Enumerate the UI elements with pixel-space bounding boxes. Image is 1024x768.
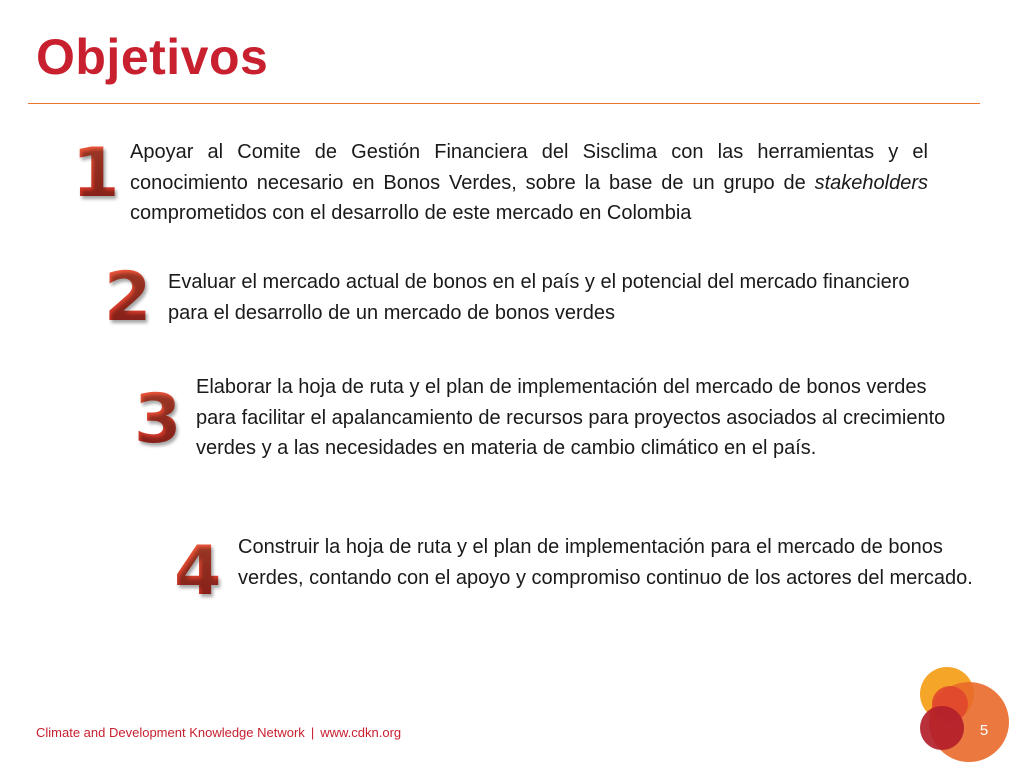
objective-text-3: Elaborar la hoja de ruta y el plan de implementación del mercado de bonos verdes para facilitar el apalancamiento de recursos para proyectos asociados al crecimiento verdes y a las necesidades en materia de cambio climático en el país. — [196, 376, 946, 459]
title-divider — [28, 103, 980, 104]
footer-org: Climate and Development Knowledge Network — [36, 725, 305, 740]
objective-text-4: Construir la hoja de ruta y el plan de implementación para el mercado de bonos verdes, contando con el apoyo y compromiso continuo de los actores del mercado. — [238, 536, 973, 589]
objective-text-2: Evaluar el mercado actual de bonos en el país y el potencial del mercado financiero para el desarrollo de un mercado de bonos verdes — [168, 271, 910, 324]
objective-text-1 — [130, 137, 928, 229]
objective-number-2: 2 — [104, 258, 152, 337]
objective-number-1: 1 — [72, 134, 120, 213]
cdkn-logo-icon — [910, 664, 1012, 764]
objective-1-italic-term: stakeholders — [814, 171, 928, 194]
objective-1-text-start: Apoyar al Comite de Gestión Financiera del Sisclima con las herramientas y el conocimiento necesario en Bonos Verdes, sobre la base de un grupo de — [130, 141, 928, 194]
footer-url[interactable]: www.cdkn.org — [320, 725, 402, 740]
slide-title: Objetivos — [36, 29, 269, 85]
footer — [36, 725, 401, 740]
objective-1-text-end: comprometidos con el desarrollo de este mercado en Colombia — [130, 202, 692, 224]
objective-number-4: 4 — [174, 532, 222, 611]
page-number: 5 — [979, 722, 989, 739]
objective-number-3: 3 — [134, 380, 182, 459]
footer-separator: | — [310, 725, 315, 740]
